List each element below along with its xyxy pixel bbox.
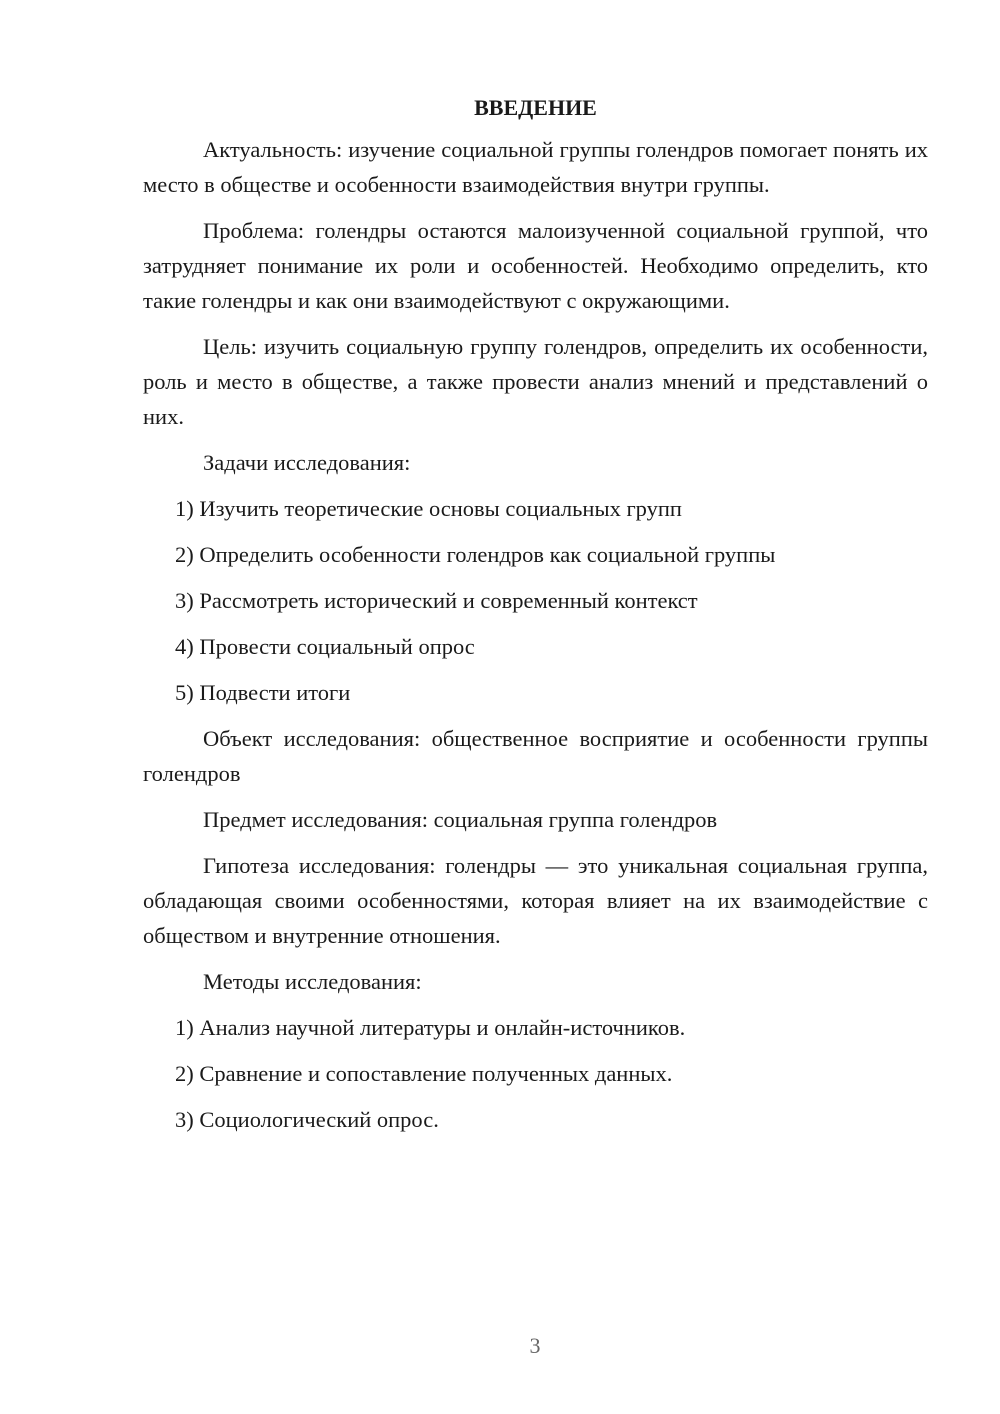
relevance-paragraph: Актуальность: изучение социальной группы голендров помогает понять их место в обществе и особенности взаимодействия внутри группы.	[143, 137, 928, 197]
goal-paragraph: Цель: изучить социальную группу голендров, определить их особенности, роль и место в обществе, а также провести анализ мнений и представлений о них.	[143, 334, 928, 429]
object-paragraph: Объект исследования: общественное восприятие и особенности группы голендров	[143, 726, 928, 786]
method-item: 2) Сравнение и сопоставление полученных данных.	[175, 1061, 673, 1086]
task-item: 2) Определить особенности голендров как социальной группы	[175, 542, 776, 567]
task-item: 5) Подвести итоги	[175, 680, 351, 705]
method-item: 3) Социологический опрос.	[175, 1107, 439, 1132]
task-item: 1) Изучить теоретические основы социальных групп	[175, 496, 682, 521]
tasks-label: Задачи исследования:	[203, 450, 411, 475]
page-number: 3	[529, 1333, 541, 1358]
subject-paragraph: Предмет исследования: социальная группа голендров	[203, 807, 718, 832]
page-content	[143, 90, 928, 1148]
methods-label: Методы исследования:	[203, 969, 422, 994]
problem-paragraph: Проблема: голендры остаются малоизученной социальной группой, что затрудняет понимание их роли и особенностей. Необходимо определить, кто такие голендры и как они взаимодействуют с окружающими.	[143, 218, 928, 313]
task-item: 4) Провести социальный опрос	[175, 634, 475, 659]
tasks-list	[143, 491, 928, 710]
methods-list	[143, 1010, 928, 1137]
task-item: 3) Рассмотреть исторический и современный контекст	[175, 588, 698, 613]
method-item: 1) Анализ научной литературы и онлайн-источников.	[175, 1015, 686, 1040]
section-heading: ВВЕДЕНИЕ	[474, 95, 597, 120]
hypothesis-paragraph: Гипотеза исследования: голендры — это уникальная социальная группа, обладающая своими особенностями, которая влияет на их взаимодействие с обществом и внутренние отношения.	[143, 853, 928, 948]
